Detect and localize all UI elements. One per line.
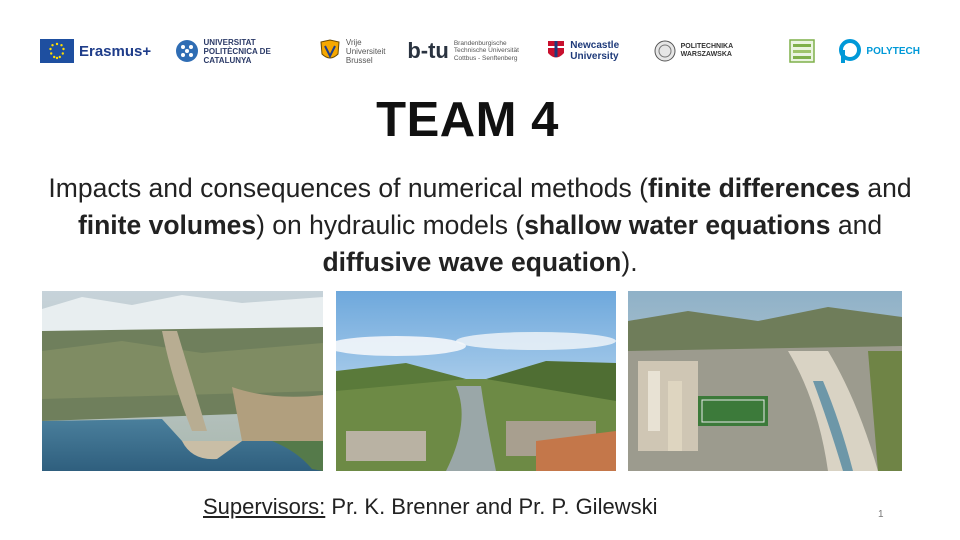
slide-title: TEAM 4 xyxy=(376,93,559,147)
vub-shield-icon xyxy=(319,39,341,63)
subtitle-text-5: ). xyxy=(621,247,638,277)
upc-emblem-icon xyxy=(175,39,199,63)
supervisors-label: Supervisors: xyxy=(203,494,326,519)
photo-strip xyxy=(42,291,902,471)
subtitle-text-1: Impacts and consequences of numerical methods ( xyxy=(48,173,648,203)
subtitle-text-2: and xyxy=(860,173,912,203)
partner-logos-bar xyxy=(40,30,920,72)
subtitle-bold-shallow-water: shallow water equations xyxy=(524,210,831,240)
newcastle-crest-icon xyxy=(547,39,565,63)
page-number: 1 xyxy=(878,509,884,520)
supervisors-names: Pr. K. Brenner and Pr. P. Gilewski xyxy=(325,494,658,519)
newcastle-text: Newcastle University xyxy=(570,40,620,62)
green-emblem-icon xyxy=(788,37,816,65)
warsaw-text: POLITECHNIKA WARSZAWSKA xyxy=(680,43,733,58)
upc-logo xyxy=(175,31,296,71)
btu-logo xyxy=(407,31,524,71)
third-partner-logo xyxy=(788,31,816,71)
warsaw-logo xyxy=(654,31,765,71)
erasmus-plus-logo xyxy=(40,31,151,71)
subtitle-text-3: ) on hydraulic models ( xyxy=(256,210,525,240)
btu-name-text: Brandenburgische Technische Universität Cottbus - Senftenberg xyxy=(453,39,519,62)
vub-text: Vrije Universiteit Brussel xyxy=(345,37,386,65)
slide-subtitle xyxy=(20,170,940,281)
upc-text: UNIVERSITAT POLITÈCNICA DE CATALUNYA xyxy=(203,37,271,65)
vub-logo xyxy=(319,31,384,71)
valley-river-photo xyxy=(336,291,616,471)
supervisors-line xyxy=(203,494,657,520)
subtitle-bold-diffusive-wave: diffusive wave equation xyxy=(322,247,622,277)
newcastle-logo xyxy=(547,31,630,71)
polytech-p-icon xyxy=(839,39,861,63)
subtitle-bold-finite-differences: finite differences xyxy=(647,173,860,203)
subtitle-bold-finite-volumes: finite volumes xyxy=(77,210,257,240)
erasmus-plus-text: Erasmus+ xyxy=(79,42,152,60)
city-riverbed-photo xyxy=(628,291,902,471)
eu-flag-icon xyxy=(40,39,74,63)
subtitle-text-4: and xyxy=(830,210,883,240)
polytech-text: POLYTECH xyxy=(866,45,920,57)
polytech-logo xyxy=(839,31,920,71)
aerial-coast-photo xyxy=(42,291,323,471)
btu-mark-text: b-tu xyxy=(407,38,449,63)
warsaw-seal-icon xyxy=(654,40,676,62)
